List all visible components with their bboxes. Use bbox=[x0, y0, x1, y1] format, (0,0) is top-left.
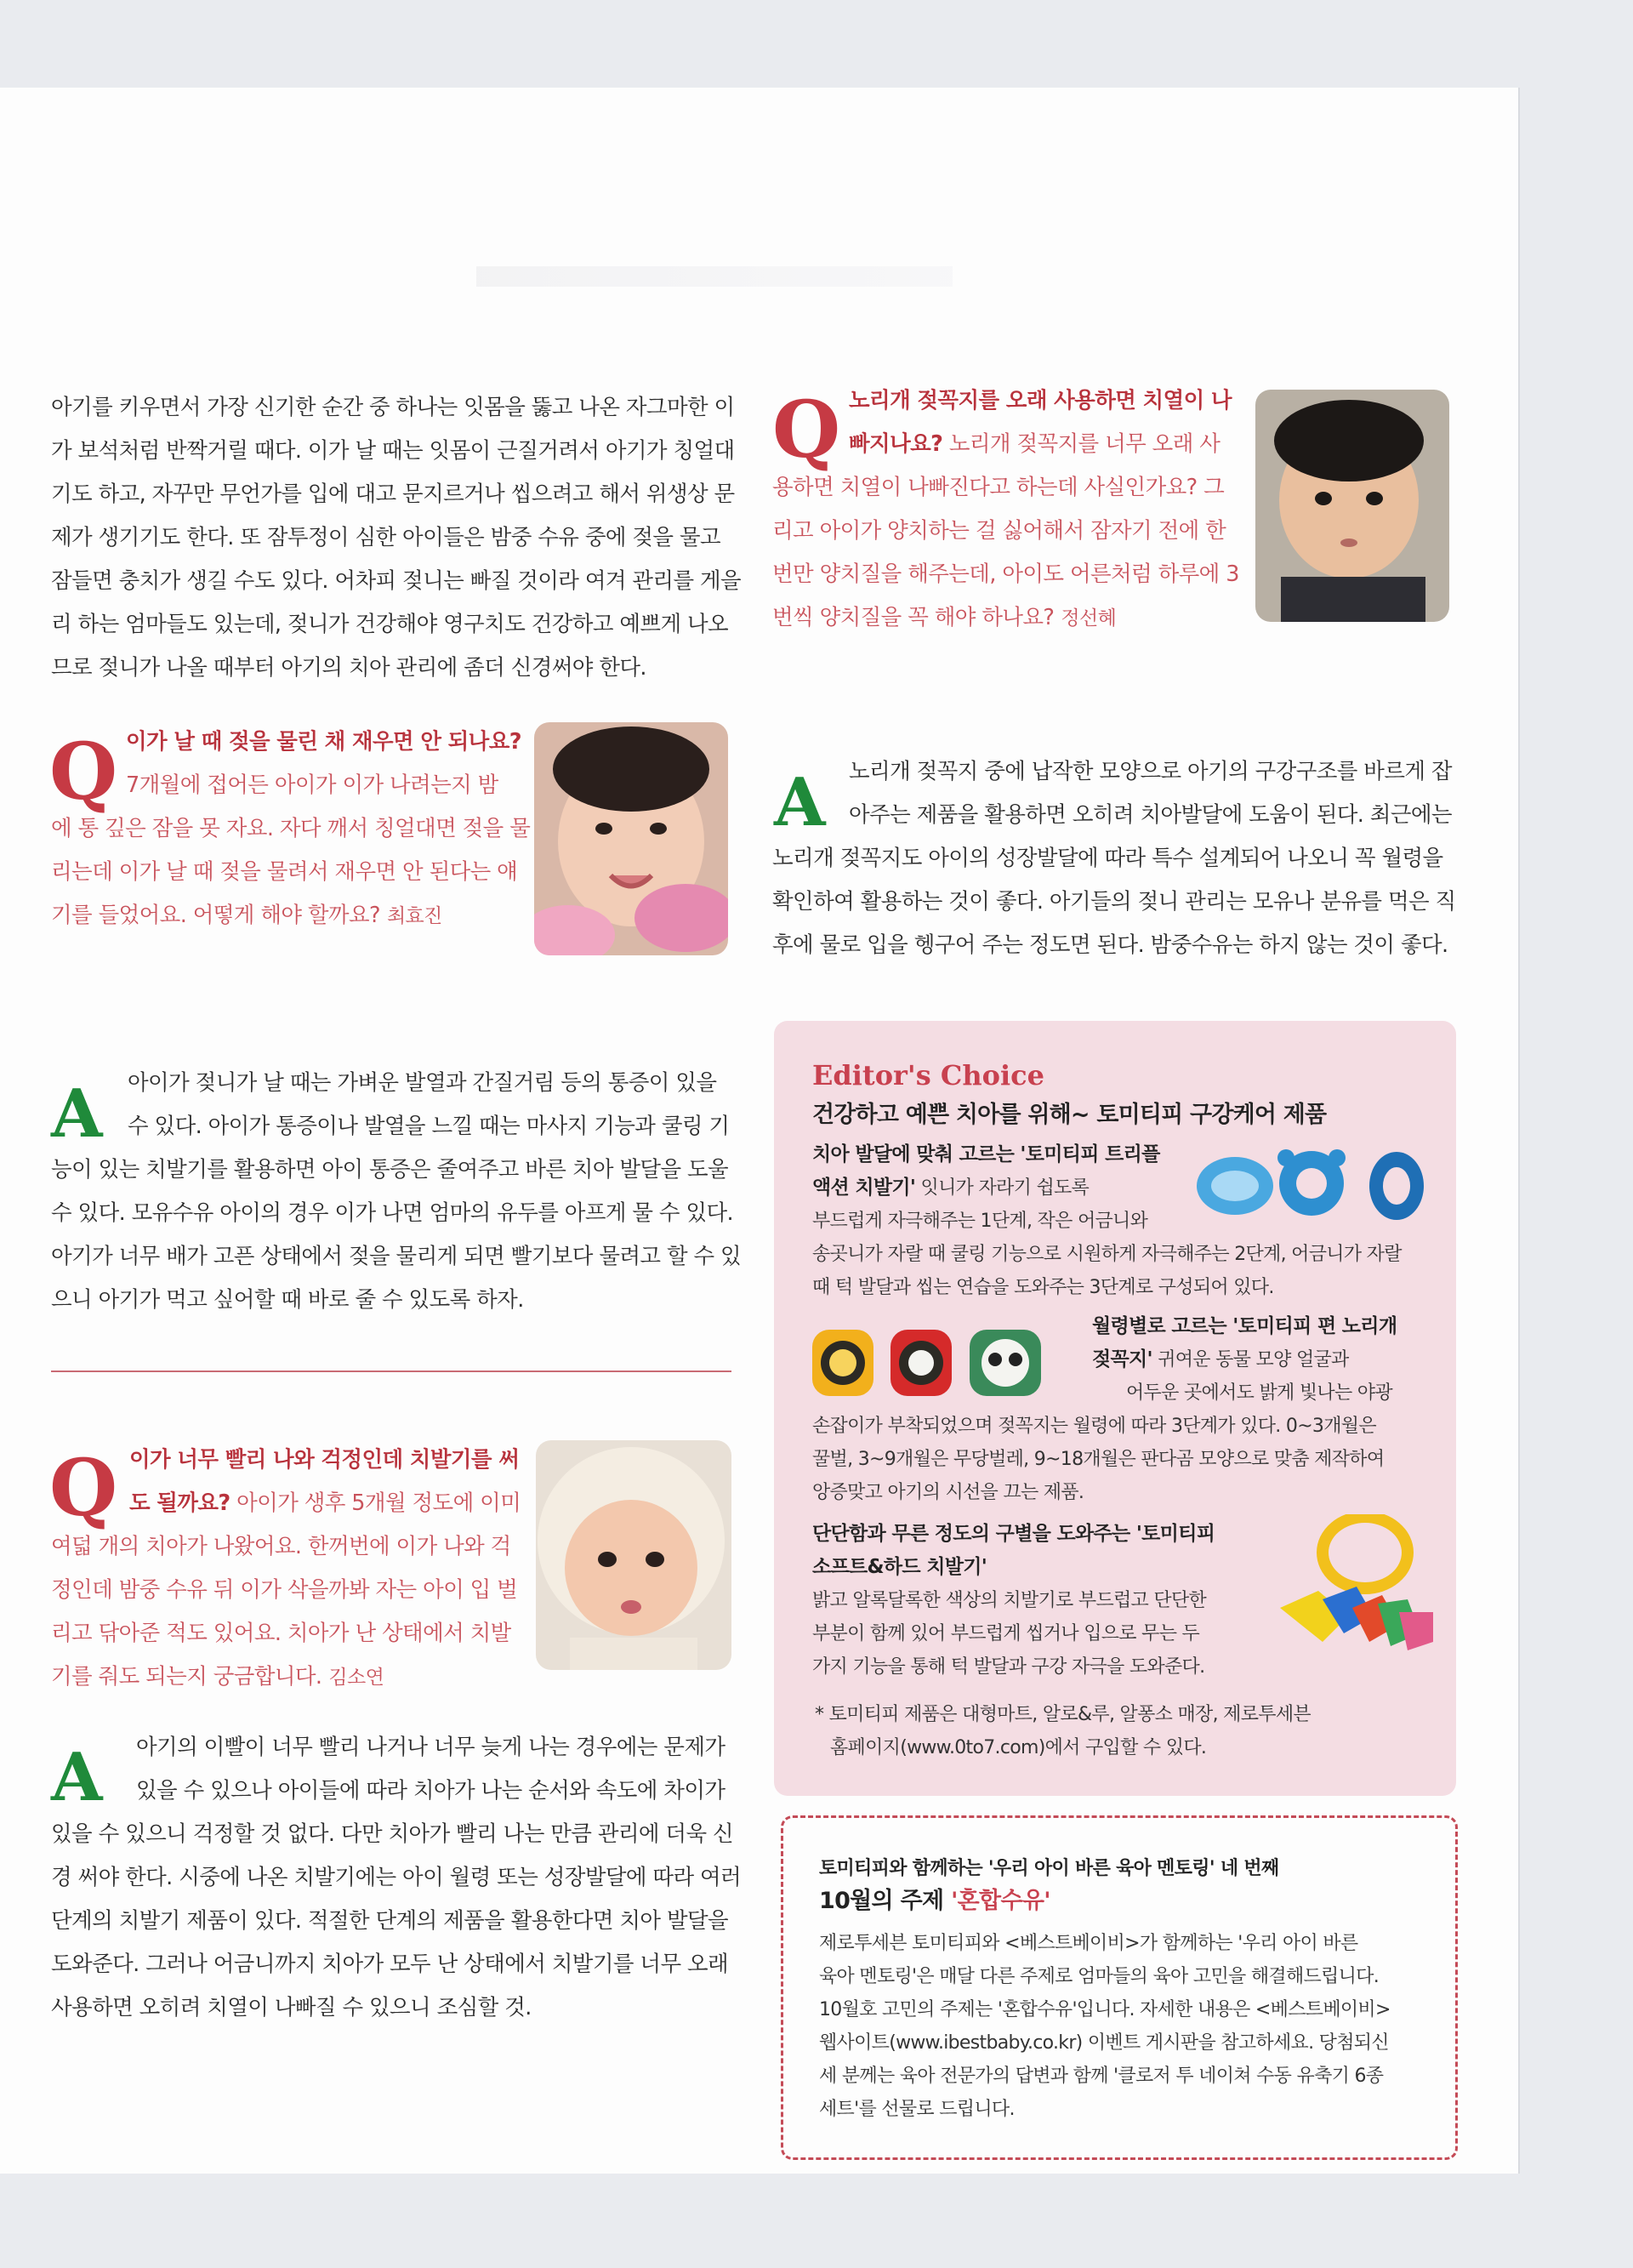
qa2-author: 김소연 bbox=[328, 1667, 384, 1689]
editors-choice-title: Editor's Choice bbox=[812, 1059, 1044, 1091]
baby-photo-hat bbox=[536, 1440, 731, 1670]
qa2-question: 이가 너무 빨리 나와 걱정인데 치발기를 써 도 될까요? 아이가 생후 5개월 정도에 이미 bbox=[129, 1447, 521, 1516]
q-letter: Q bbox=[49, 1442, 118, 1534]
qa1-question: 이가 날 때 젖을 물린 채 재우면 안 되나요? 7개월에 접어든 아이가 이가 나려는지 밤 bbox=[126, 729, 521, 798]
mentoring-event-box bbox=[781, 1815, 1458, 2160]
magazine-page bbox=[0, 88, 1518, 2174]
q-letter: Q bbox=[772, 384, 841, 476]
faded-subheader bbox=[476, 266, 953, 287]
editors-choice-box bbox=[774, 1021, 1456, 1796]
faded-header bbox=[638, 88, 859, 108]
qa3-author: 정선혜 bbox=[1061, 607, 1117, 630]
toddler-photo bbox=[1255, 390, 1449, 622]
mentoring-headline: 10월의 주제 '혼합수유' bbox=[819, 1888, 1050, 1914]
qa3-question: 노리개 젖꼭지를 오래 사용하면 치열이 나 빠지나요? 노리개 젖꼭지를 너무 오래 사 bbox=[849, 388, 1232, 457]
qa1-question-cont: 에 통 깊은 잠을 못 자요. 자다 깨서 칭얼대면 젖을 물 리는데 이가 날 때 젖을 물려서 재우면 안 된다는 얘 기를 들었어요. 어떻게 해야 할까요? 최효진 bbox=[51, 816, 531, 928]
toddler-photo bbox=[1255, 390, 1449, 622]
smiling-baby-photo bbox=[534, 722, 728, 955]
editors-choice-note: * 토미티피 제품은 대형마트, 알로&루, 알퐁소 매장, 제로투세븐 홈페이지(www.0to7.com)에서 구입할 수 있다. bbox=[815, 1704, 1311, 1758]
section-divider bbox=[51, 1370, 731, 1372]
qa3-question-cont: 용하면 치열이 나빠진다고 하는데 사실인가요? 그 리고 아이가 양치하는 걸 싫어해서 잠자기 전에 한 번만 양치질을 해주는데, 아이도 어른처럼 하루에 3 번씩 양치질을 꼭 해야 하나요? 정선혜 bbox=[772, 475, 1239, 630]
item1-text-top: 치아 발달에 맞춰 고르는 '토미티피 트리플 액션 치발기' 잇니가 자라기 쉽도록 부드럽게 자극해주는 1단계, 작은 어금니와 송곳니가 자랄 때 쿨링 기능으로 시원하게 자극해주는 2단계, 어금니가 자랄 때 턱 발달과 씹는 연습을 도와주는 3단계로 구성되어 있다. bbox=[812, 1143, 1402, 1298]
mentoring-kicker: 토미티피와 함께하는 '우리 아이 바른 육아 멘토링' 네 번째 bbox=[819, 1858, 1279, 1879]
a-letter: A bbox=[774, 764, 826, 841]
a-letter: A bbox=[51, 1075, 103, 1153]
qa1-answer-head: 아이가 젖니가 날 때는 가벼운 발열과 간질거림 등의 통증이 있을 수 있다. 아이가 통증이나 발열을 느낄 때는 마사지 기능과 쿨링 기 bbox=[128, 1070, 730, 1139]
qa2-question-cont: 여덟 개의 치아가 나왔어요. 한꺼번에 이가 나와 걱 정인데 밤중 수유 뒤 이가 삭을까봐 자는 아이 입 벌 리고 닦아준 적도 있어요. 치아가 난 상태에서 치발 기를 줘도 되는지 궁금합니다. 김소연 bbox=[51, 1534, 518, 1690]
qa2-answer-head: 아기의 이빨이 너무 빨리 나거나 너무 늦게 나는 경우에는 문제가 있을 수 있으나 아이들에 따라 치아가 나는 순서와 속도에 차이가 bbox=[136, 1735, 725, 1804]
intro-paragraph: 아기를 키우면서 가장 신기한 순간 중 하나는 잇몸을 뚫고 나온 자그마한 이 가 보석처럼 반짝거릴 때다. 이가 날 때는 잇몸이 근질거려서 아기가 칭얼대 기도 하고, 자꾸만 무언가를 입에 대고 문지르거나 씹으려고 해서 위생상 문 제가 생기기도 한다. 또 잠투정이 심한 아이들은 밤중 수유 중에 젖을 물고 잠들면 충치가 생길 수도 있다. 어차피 젖니는 빠질 것이라 여겨 관리를 게을 리 하는 엄마들도 있는데, 젖니가 건강해야 영구치도 건강하고 예쁘게 나오 므로 젖니가 나올 때부터 아기의 치아 관리에 좀더 신경써야 한다. bbox=[51, 395, 742, 681]
key-teether-icon bbox=[1272, 1514, 1442, 1663]
qa3-answer: 노리개 젖꼭지도 아이의 성장발달에 따라 특수 설계되어 나오니 꼭 월령을 확인하여 활용하는 것이 좋다. 아기들의 젖니 관리는 모유나 분유를 먹은 직 후에 물로 입을 헹구어 주는 정도면 된다. 밤중수유는 하지 않는 것이 좋다. bbox=[772, 846, 1456, 958]
baby-in-knit-hat-photo bbox=[536, 1440, 731, 1670]
q-letter: Q bbox=[49, 726, 118, 818]
qa1-answer: 능이 있는 치발기를 활용하면 아이 통증은 줄여주고 바른 치아 발달을 도울 수 있다. 모유수유 아이의 경우 이가 나면 엄마의 유두를 아프게 물 수 있다. 아기가 너무 배가 고픈 상태에서 젖을 물리게 되면 빨기보다 물려고 할 수 있 으니 아기가 먹고 싶어할 때 바로 줄 수 있도록 하자. bbox=[51, 1157, 742, 1313]
editors-choice-headline: 건강하고 예쁜 치아를 위해~ 토미티피 구강케어 제품 bbox=[812, 1102, 1327, 1128]
item2-text-top: 월령별로 고르는 '토미티피 편 노리개 젖꼭지' 귀여운 동물 모양 얼굴과 어두운 곳에서도 밝게 빛나는 야광 bbox=[1092, 1315, 1397, 1404]
item2-text: 손잡이가 부착되었으며 젖꼭지는 월령에 따라 3단계가 있다. 0~3개월은 꿀벌, 3~9개월은 무당벌레, 9~18개월은 판다곰 모양으로 맞춤 제작하여 앙증맞고 아기의 시선을 끄는 제품. bbox=[812, 1416, 1385, 1503]
mentoring-body: 제로투세븐 토미티피와 <베스트베이비>가 함께하는 '우리 아이 바른 육아 멘토링'은 매달 다른 주제로 엄마들의 육아 고민을 해결해드립니다. 10월호 고민의 주제는 '혼합수유'입니다. 자세한 내용은 <베스트베이비> 웹사이트(www.ibestbaby.co.kr) 이벤트 게시판을 참고하세요. 당첨되신 세 분께는 육아 전문가의 답변과 함께 '클로저 투 네이쳐 수동 유축기 6종 세트'를 선물로 드립니다. bbox=[819, 1933, 1391, 2120]
baby-photo-smiling bbox=[534, 722, 728, 955]
qa3-answer-head: 노리개 젖꼭지 중에 납작한 모양으로 아기의 구강구조를 바르게 잡 아주는 제품을 활용하면 오히려 치아발달에 도움이 된다. 최근에는 bbox=[849, 759, 1452, 828]
qa2-answer: 있을 수 있으니 걱정할 것 없다. 다만 치아가 빨리 나는 만큼 관리에 더욱 신 경 써야 한다. 시중에 나온 치발기에는 아이 월령 또는 성장발달에 따라 여러 단계의 치발기 제품이 있다. 적절한 단계의 제품을 활용한다면 치아 발달을 도와준다. 그러나 어금니까지 치아가 모두 난 상태에서 치발기를 너무 오래 사용하면 오히려 치열이 나빠질 수 있으니 조심할 것. bbox=[51, 1821, 742, 2020]
qa1-author: 최효진 bbox=[386, 905, 442, 927]
animal-pacifier-icon bbox=[808, 1325, 1046, 1400]
blue-teether-icon bbox=[1192, 1145, 1435, 1226]
a-letter: A bbox=[51, 1739, 103, 1816]
item3-text: 단단함과 무른 정도의 구별을 도와주는 '토미티피 소프트&하드 치발기' 밝고 알록달록한 색상의 치발기로 부드럽고 단단한 부분이 함께 있어 부드럽게 씹거나 입으로 무는 두 가지 기능을 통해 턱 발달과 구강 자극을 도와준다. bbox=[812, 1523, 1215, 1678]
